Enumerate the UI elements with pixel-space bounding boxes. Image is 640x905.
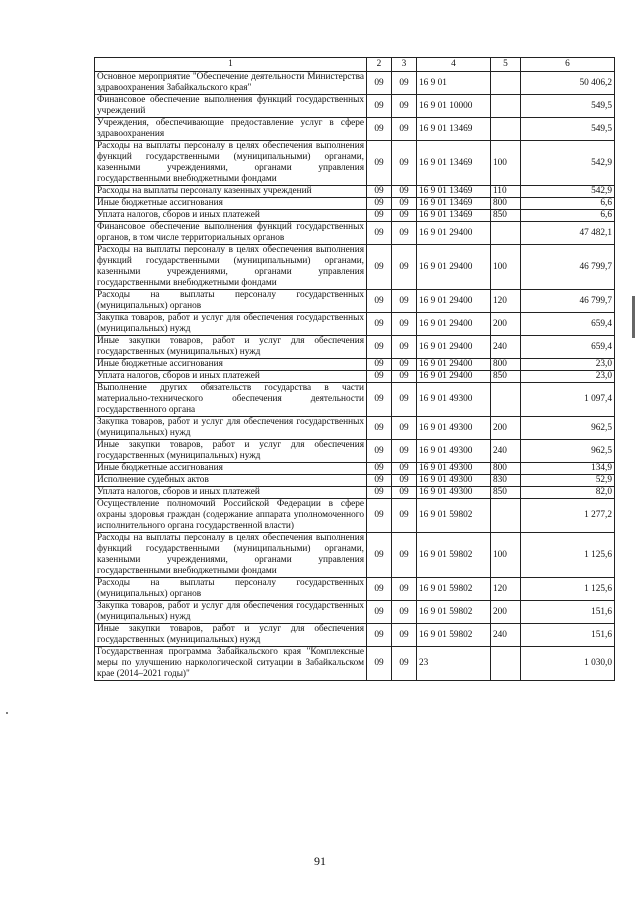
row-subsection-cell: 09	[392, 533, 417, 578]
table-row	[95, 624, 615, 647]
row-name-cell: Закупка товаров, работ и услуг для обеспечения государственных (муниципальных) нужд	[95, 417, 367, 440]
row-name-cell: Расходы на выплаты персоналу государственных (муниципальных) органов	[95, 578, 367, 601]
row-expense-type-cell	[491, 118, 521, 141]
row-section-cell: 09	[367, 290, 392, 313]
row-expense-type-cell	[491, 499, 521, 533]
row-expense-type-cell: 200	[491, 417, 521, 440]
row-name-cell: Расходы на выплаты персоналу в целях обеспечения выполнения функций государственными (муниципальными) органами, казенными учреждениями, органами управления государственными внебюджетными фондами	[95, 141, 367, 186]
row-name-cell: Учреждения, обеспечивающие предоставление услуг в сфере здравоохранения	[95, 118, 367, 141]
table-row	[95, 463, 615, 475]
row-target-article-cell: 16 9 01 49300	[417, 440, 491, 463]
row-amount-cell: 962,5	[521, 417, 615, 440]
row-expense-type-cell: 240	[491, 624, 521, 647]
row-target-article-cell: 16 9 01 59802	[417, 533, 491, 578]
row-section-cell: 09	[367, 245, 392, 290]
row-name-cell: Исполнение судебных актов	[95, 475, 367, 487]
row-expense-type-cell: 100	[491, 245, 521, 290]
row-subsection-cell: 09	[392, 463, 417, 475]
row-section-cell: 09	[367, 440, 392, 463]
row-section-cell: 09	[367, 647, 392, 681]
row-expense-type-cell	[491, 222, 521, 245]
row-subsection-cell: 09	[392, 336, 417, 359]
table-row	[95, 601, 615, 624]
row-section-cell: 09	[367, 475, 392, 487]
row-expense-type-cell	[491, 95, 521, 118]
row-target-article-cell: 16 9 01 59802	[417, 624, 491, 647]
row-target-article-cell: 16 9 01 49300	[417, 383, 491, 417]
table-row	[95, 118, 615, 141]
row-target-article-cell: 16 9 01 13469	[417, 186, 491, 198]
row-amount-cell: 549,5	[521, 118, 615, 141]
row-expense-type-cell: 850	[491, 210, 521, 222]
row-expense-type-cell: 110	[491, 186, 521, 198]
table-row	[95, 578, 615, 601]
table-row	[95, 222, 615, 245]
row-expense-type-cell: 240	[491, 336, 521, 359]
row-amount-cell: 151,6	[521, 624, 615, 647]
row-amount-cell: 1 097,4	[521, 383, 615, 417]
row-section-cell: 09	[367, 222, 392, 245]
row-section-cell: 09	[367, 313, 392, 336]
row-section-cell: 09	[367, 336, 392, 359]
row-name-cell: Уплата налогов, сборов и иных платежей	[95, 487, 367, 499]
row-name-cell: Государственная программа Забайкальского края "Комплексные меры по улучшению наркологической ситуации в Забайкальском крае (2014–2021 годы)"	[95, 647, 367, 681]
row-amount-cell: 659,4	[521, 313, 615, 336]
row-target-article-cell: 16 9 01 49300	[417, 463, 491, 475]
row-subsection-cell: 09	[392, 210, 417, 222]
row-subsection-cell: 09	[392, 601, 417, 624]
row-section-cell: 09	[367, 417, 392, 440]
row-subsection-cell: 09	[392, 313, 417, 336]
row-section-cell: 09	[367, 72, 392, 95]
table-row	[95, 210, 615, 222]
table-row	[95, 533, 615, 578]
row-amount-cell: 82,0	[521, 487, 615, 499]
row-target-article-cell: 16 9 01 13469	[417, 118, 491, 141]
row-subsection-cell: 09	[392, 499, 417, 533]
row-amount-cell: 1 277,2	[521, 499, 615, 533]
row-target-article-cell: 16 9 01 13469	[417, 210, 491, 222]
row-subsection-cell: 09	[392, 186, 417, 198]
scan-speck	[6, 712, 8, 714]
row-section-cell: 09	[367, 624, 392, 647]
row-name-cell: Расходы на выплаты персоналу в целях обеспечения выполнения функций государственными (муниципальными) органами, казенными учреждениями, органами управления государственными внебюджетными фондами	[95, 533, 367, 578]
row-subsection-cell: 09	[392, 290, 417, 313]
row-section-cell: 09	[367, 371, 392, 383]
row-subsection-cell: 09	[392, 359, 417, 371]
row-name-cell: Иные бюджетные ассигнования	[95, 359, 367, 371]
row-section-cell: 09	[367, 578, 392, 601]
row-target-article-cell: 16 9 01 29400	[417, 222, 491, 245]
table-row	[95, 198, 615, 210]
row-amount-cell: 549,5	[521, 95, 615, 118]
row-expense-type-cell: 850	[491, 371, 521, 383]
table-row	[95, 186, 615, 198]
row-subsection-cell: 09	[392, 95, 417, 118]
header-col-target-article: 4	[417, 58, 491, 72]
row-expense-type-cell: 100	[491, 533, 521, 578]
row-amount-cell: 1 125,6	[521, 533, 615, 578]
row-amount-cell: 50 406,2	[521, 72, 615, 95]
row-subsection-cell: 09	[392, 72, 417, 95]
row-name-cell: Иные закупки товаров, работ и услуг для обеспечения государственных (муниципальных) нужд	[95, 336, 367, 359]
row-amount-cell: 23,0	[521, 371, 615, 383]
table-row	[95, 72, 615, 95]
row-target-article-cell: 16 9 01	[417, 72, 491, 95]
row-target-article-cell: 16 9 01 13469	[417, 141, 491, 186]
row-section-cell: 09	[367, 601, 392, 624]
budget-table	[94, 57, 615, 681]
table-row	[95, 245, 615, 290]
row-amount-cell: 46 799,7	[521, 245, 615, 290]
row-amount-cell: 962,5	[521, 440, 615, 463]
header-col-name: 1	[95, 58, 367, 72]
row-amount-cell: 52,9	[521, 475, 615, 487]
row-amount-cell: 542,9	[521, 186, 615, 198]
table-body	[95, 72, 615, 681]
row-section-cell: 09	[367, 210, 392, 222]
header-col-expense-type: 5	[491, 58, 521, 72]
table-row	[95, 383, 615, 417]
row-expense-type-cell: 800	[491, 198, 521, 210]
row-amount-cell: 1 125,6	[521, 578, 615, 601]
row-section-cell: 09	[367, 95, 392, 118]
row-target-article-cell: 16 9 01 59802	[417, 601, 491, 624]
table-header-row	[95, 58, 615, 72]
row-subsection-cell: 09	[392, 222, 417, 245]
row-subsection-cell: 09	[392, 647, 417, 681]
row-target-article-cell: 16 9 01 59802	[417, 578, 491, 601]
row-target-article-cell: 16 9 01 29400	[417, 336, 491, 359]
row-name-cell: Расходы на выплаты персоналу казенных учреждений	[95, 186, 367, 198]
row-target-article-cell: 16 9 01 29400	[417, 245, 491, 290]
table-row	[95, 487, 615, 499]
row-name-cell: Расходы на выплаты персоналу государственных (муниципальных) органов	[95, 290, 367, 313]
row-amount-cell: 1 030,0	[521, 647, 615, 681]
row-subsection-cell: 09	[392, 141, 417, 186]
row-target-article-cell: 16 9 01 49300	[417, 475, 491, 487]
row-expense-type-cell	[491, 72, 521, 95]
table-row	[95, 440, 615, 463]
row-target-article-cell: 16 9 01 29400	[417, 313, 491, 336]
table-row	[95, 499, 615, 533]
row-expense-type-cell: 800	[491, 359, 521, 371]
row-amount-cell: 659,4	[521, 336, 615, 359]
row-name-cell: Финансовое обеспечение выполнения функций государственных учреждений	[95, 95, 367, 118]
row-section-cell: 09	[367, 383, 392, 417]
row-expense-type-cell: 120	[491, 578, 521, 601]
row-subsection-cell: 09	[392, 198, 417, 210]
row-name-cell: Иные бюджетные ассигнования	[95, 198, 367, 210]
row-expense-type-cell: 800	[491, 463, 521, 475]
row-expense-type-cell: 200	[491, 601, 521, 624]
table-row	[95, 475, 615, 487]
header-col-subsection: 3	[392, 58, 417, 72]
row-target-article-cell: 23	[417, 647, 491, 681]
row-subsection-cell: 09	[392, 624, 417, 647]
row-name-cell: Иные бюджетные ассигнования	[95, 463, 367, 475]
row-expense-type-cell: 120	[491, 290, 521, 313]
row-target-article-cell: 16 9 01 29400	[417, 371, 491, 383]
row-amount-cell: 6,6	[521, 210, 615, 222]
scan-edge-mark	[632, 296, 635, 338]
table-row	[95, 313, 615, 336]
row-name-cell: Выполнение других обязательств государства в части материально-технического обеспечения деятельности государственного органа	[95, 383, 367, 417]
row-amount-cell: 542,9	[521, 141, 615, 186]
row-subsection-cell: 09	[392, 578, 417, 601]
row-amount-cell: 46 799,7	[521, 290, 615, 313]
row-subsection-cell: 09	[392, 245, 417, 290]
row-subsection-cell: 09	[392, 383, 417, 417]
row-name-cell: Расходы на выплаты персоналу в целях обеспечения выполнения функций государственными (муниципальными) органами, казенными учреждениями, органами управления государственными внебюджетными фондами	[95, 245, 367, 290]
table-row	[95, 290, 615, 313]
table-row	[95, 647, 615, 681]
row-expense-type-cell: 240	[491, 440, 521, 463]
table-row	[95, 371, 615, 383]
row-subsection-cell: 09	[392, 487, 417, 499]
row-amount-cell: 6,6	[521, 198, 615, 210]
row-subsection-cell: 09	[392, 475, 417, 487]
row-target-article-cell: 16 9 01 49300	[417, 487, 491, 499]
row-section-cell: 09	[367, 533, 392, 578]
row-section-cell: 09	[367, 487, 392, 499]
row-name-cell: Закупка товаров, работ и услуг для обеспечения государственных (муниципальных) нужд	[95, 313, 367, 336]
row-subsection-cell: 09	[392, 118, 417, 141]
row-subsection-cell: 09	[392, 440, 417, 463]
header-col-amount: 6	[521, 58, 615, 72]
row-amount-cell: 134,9	[521, 463, 615, 475]
table-row	[95, 141, 615, 186]
row-expense-type-cell	[491, 383, 521, 417]
row-section-cell: 09	[367, 118, 392, 141]
row-name-cell: Осуществление полномочий Российской Федерации в сфере охраны здоровья граждан (содержание аппарата уполномоченного исполнительного органа государственной власти)	[95, 499, 367, 533]
row-name-cell: Закупка товаров, работ и услуг для обеспечения государственных (муниципальных) нужд	[95, 601, 367, 624]
row-subsection-cell: 09	[392, 417, 417, 440]
row-section-cell: 09	[367, 359, 392, 371]
row-section-cell: 09	[367, 499, 392, 533]
row-amount-cell: 151,6	[521, 601, 615, 624]
row-target-article-cell: 16 9 01 59802	[417, 499, 491, 533]
row-target-article-cell: 16 9 01 10000	[417, 95, 491, 118]
row-name-cell: Иные закупки товаров, работ и услуг для обеспечения государственных (муниципальных) нужд	[95, 440, 367, 463]
row-expense-type-cell: 200	[491, 313, 521, 336]
row-subsection-cell: 09	[392, 371, 417, 383]
row-section-cell: 09	[367, 463, 392, 475]
header-col-section: 2	[367, 58, 392, 72]
row-section-cell: 09	[367, 141, 392, 186]
row-section-cell: 09	[367, 186, 392, 198]
row-expense-type-cell: 850	[491, 487, 521, 499]
row-name-cell: Иные закупки товаров, работ и услуг для обеспечения государственных (муниципальных) нужд	[95, 624, 367, 647]
table-row	[95, 336, 615, 359]
row-amount-cell: 23,0	[521, 359, 615, 371]
row-target-article-cell: 16 9 01 29400	[417, 359, 491, 371]
row-target-article-cell: 16 9 01 29400	[417, 290, 491, 313]
row-name-cell: Финансовое обеспечение выполнения функций государственных органов, в том числе территориальных органов	[95, 222, 367, 245]
row-target-article-cell: 16 9 01 49300	[417, 417, 491, 440]
table-row	[95, 359, 615, 371]
row-name-cell: Уплата налогов, сборов и иных платежей	[95, 371, 367, 383]
table-row	[95, 95, 615, 118]
row-name-cell: Уплата налогов, сборов и иных платежей	[95, 210, 367, 222]
row-name-cell: Основное мероприятие "Обеспечение деятельности Министерства здравоохранения Забайкальского края"	[95, 72, 367, 95]
table-row	[95, 417, 615, 440]
page-number: 91	[314, 854, 326, 868]
row-expense-type-cell	[491, 647, 521, 681]
row-section-cell: 09	[367, 198, 392, 210]
row-target-article-cell: 16 9 01 13469	[417, 198, 491, 210]
row-expense-type-cell: 830	[491, 475, 521, 487]
row-expense-type-cell: 100	[491, 141, 521, 186]
row-amount-cell: 47 482,1	[521, 222, 615, 245]
